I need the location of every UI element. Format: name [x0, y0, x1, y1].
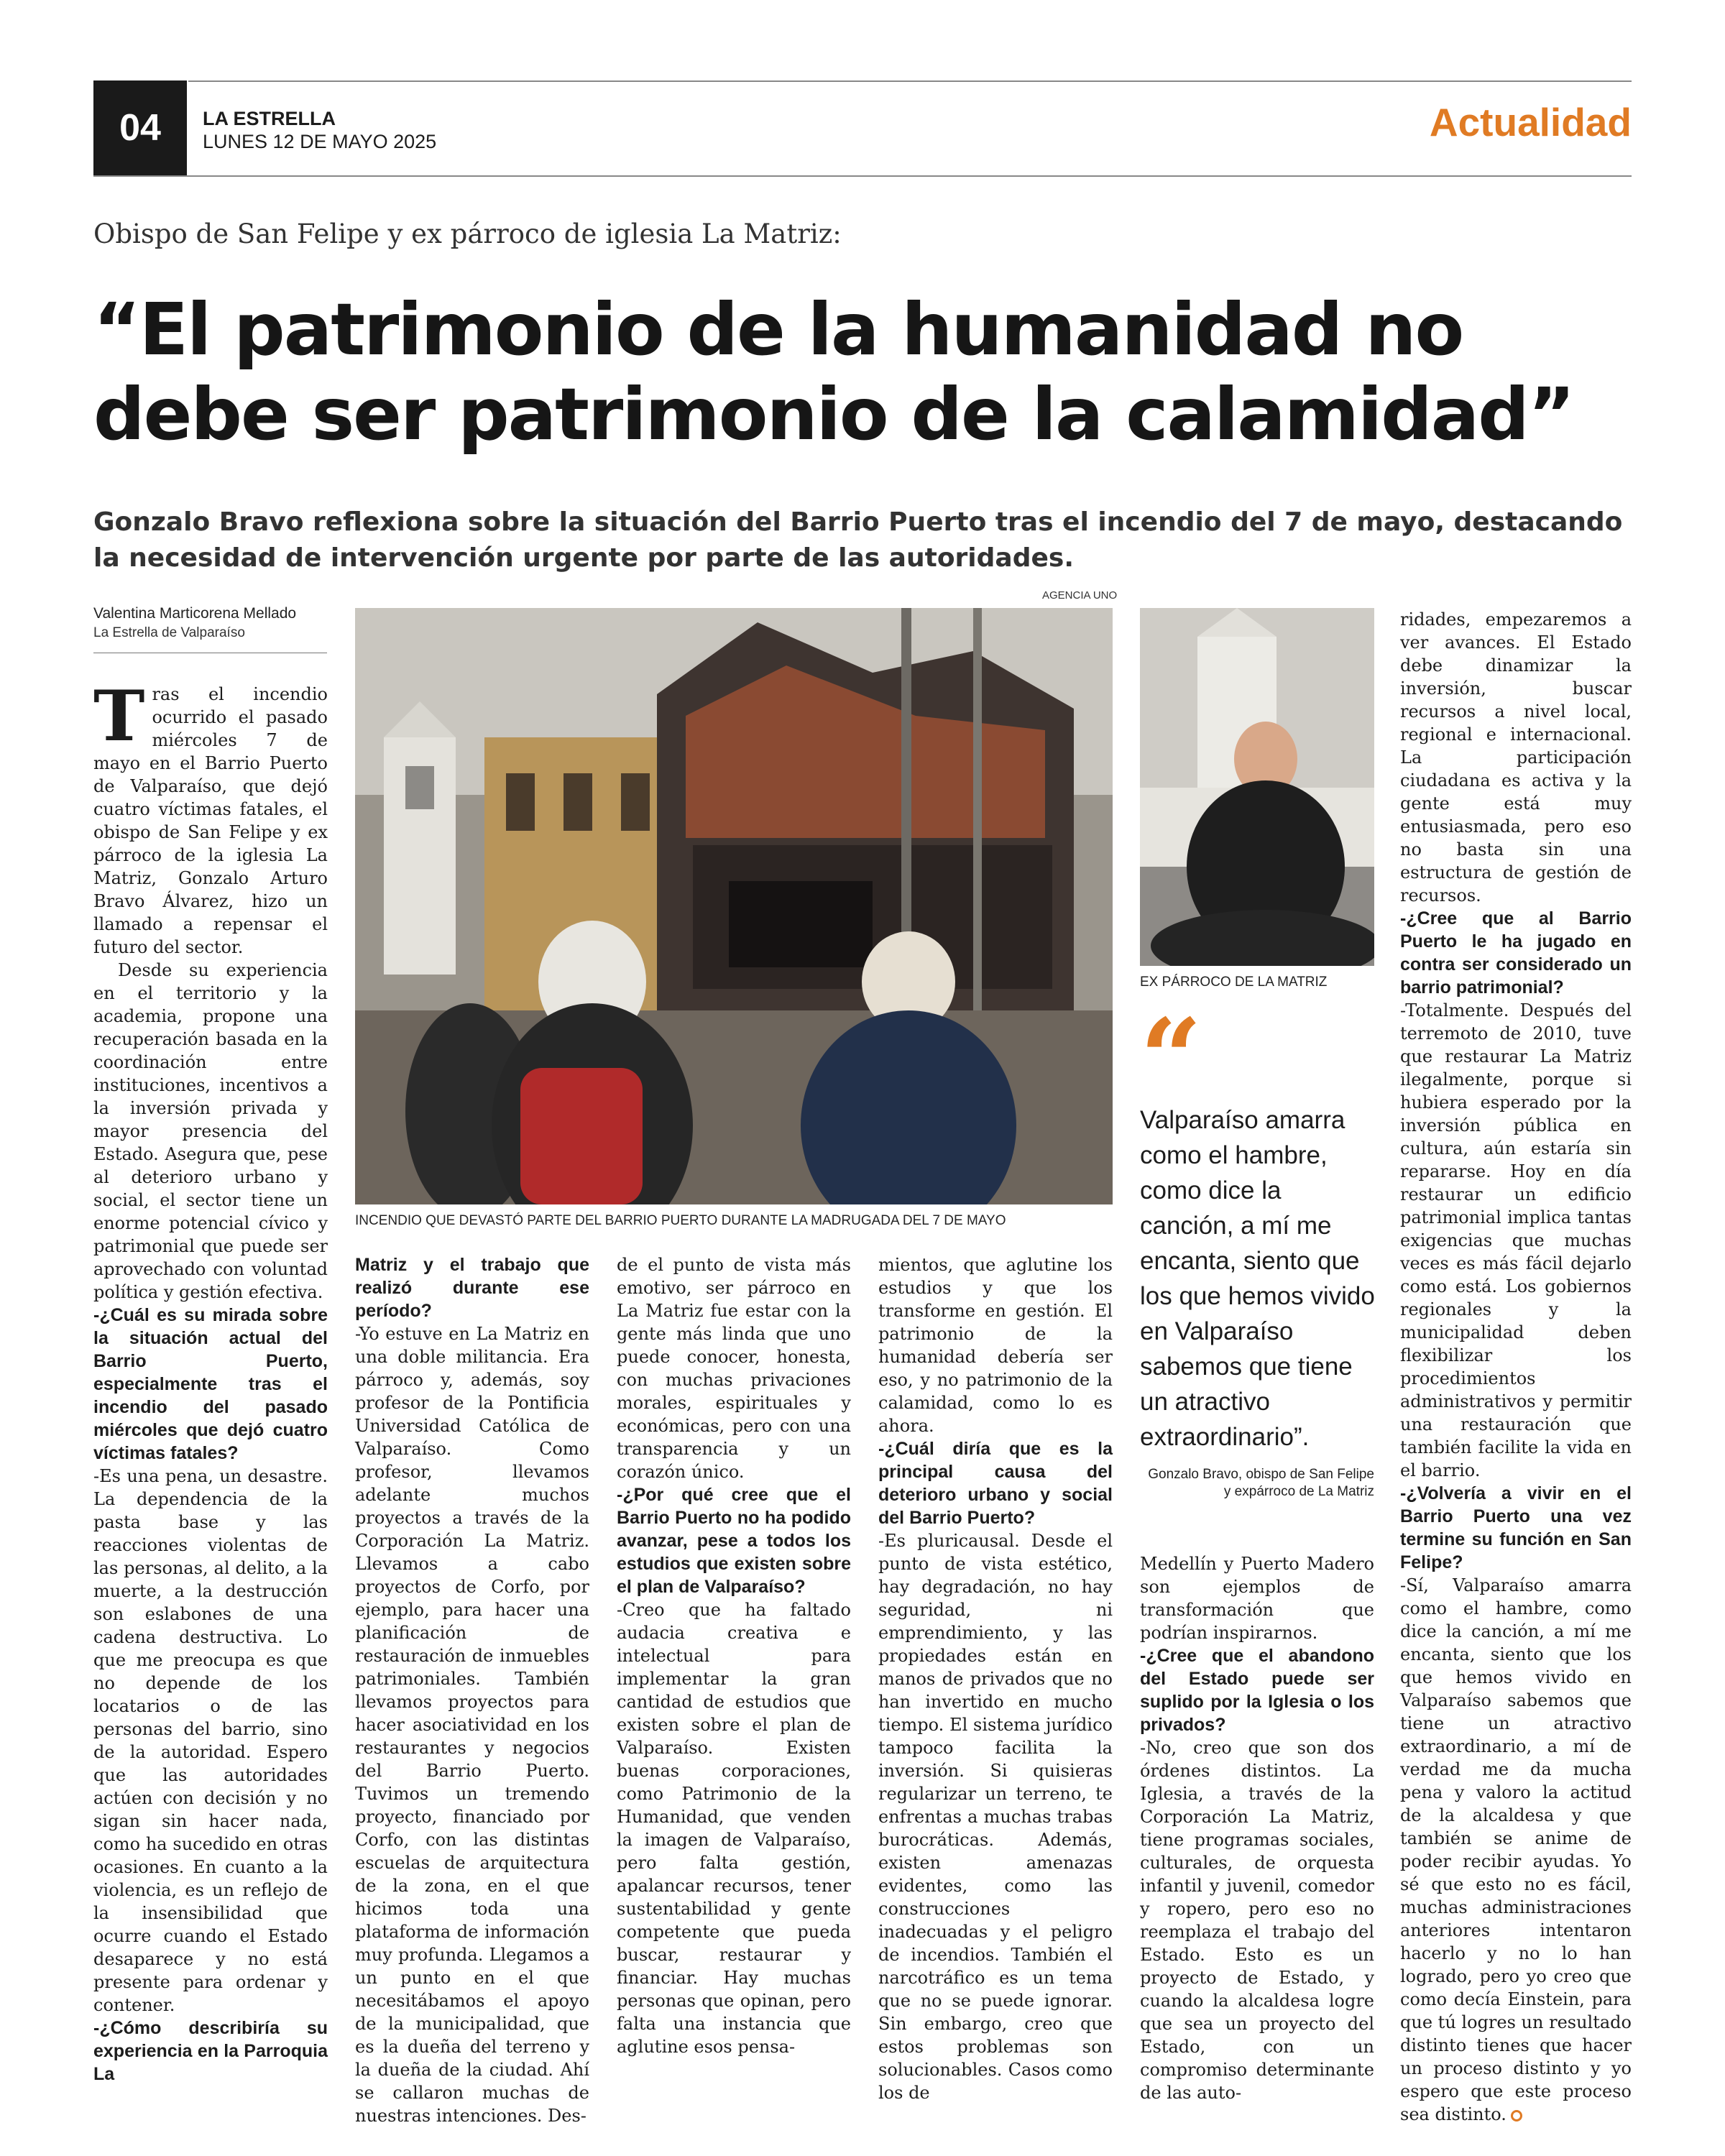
article-column-3 [617, 1253, 851, 2058]
answer-2-start: -Yo estuve en La Matriz en una doble militancia. Era párroco y, además, soy profesor de la Pontificia Universidad Católica de Valparaíso. Como profesor, llevamos adelante muchos proyectos a través de la Corporación La Matriz. Llevamos a cabo proyectos de Corfo, por ejemplo, para hacer una planificación de restauración de inmuebles patrimoniales. También llevamos proyectos para hacer asociatividad en los restaurantes y negocios del Barrio Puerto. Tuvimos un tremendo proyecto, financiado por Corfo, con las distintas escuelas de arquitectura de la zona, en el que hicimos toda una plataforma de información muy profunda. Llegamos a un punto en el que necesitábamos el apoyo de la municipalidad, que es la dueña del terreno y la dueña de la ciudad. Ahí se callaron muchas de nuestras intenciones. Des- [355, 1324, 589, 2126]
question-3: -¿Por qué cree que el Barrio Puerto no ha podido avanzar, pese a todos los estudios que existen sobre el plan de Valparaíso? [617, 1485, 851, 1597]
lead-paragraph: ras el incendio ocurrido el pasado miércoles 7 de mayo en el Barrio Puerto de Valparaíso, que dejó cuatro víctimas fatales, el obispo de San Felipe y ex párroco de la iglesia La Matriz, Gonzalo Arturo Bravo Álvarez, hizo un llamado a repensar el futuro del sector. [93, 684, 328, 957]
photo-credit: AGENCIA UNO [1042, 589, 1118, 602]
question-5: -¿Cree que el abandono del Estado puede ser suplido por la Iglesia o los privados? [1140, 1646, 1374, 1735]
pullquote-attribution: Gonzalo Bravo, obispo de San Felipe y expárroco de La Matriz [1148, 1467, 1374, 1499]
answer-7: -Sí, Valparaíso amarra como el hambre, como dice la canción, a mí me encanta, siento que los que hemos vivido en Valparaíso sabemos que tiene un atractivo extraordinario, a mí de verdad me da mucha pena y valoro la actitud de la alcaldesa y que también se anime de poder recibir ayudas. Yo sé que esto no es fácil, muchas administraciones anteriores intentaron hacerlo y no lo han logrado, pero yo creo que como decía Einstein, para que tú logres un resultado distinto tienes que hacer un proceso distinto y yo espero que este proceso sea distinto. [1400, 1575, 1632, 2124]
headline: “El patrimonio de la humanidad no debe ser patrimonio de la calamidad” [93, 287, 1574, 456]
subheadline: Gonzalo Bravo reflexiona sobre la situación del Barrio Puerto tras el incendio del 7 de mayo, destacando la necesidad de intervención urgente por parte de las autoridades. [93, 507, 1623, 573]
header-bottom-rule [93, 175, 1632, 177]
answer-4-end: Medellín y Puerto Madero son ejemplos de transformación que podrían inspirarnos. [1140, 1554, 1374, 1643]
side-photo-caption: EX PÁRROCO DE LA MATRIZ [1140, 975, 1328, 990]
answer-3-end: mientos, que aglutine los estudios y que los transforme en gestión. El patrimonio de la humanidad debería ser eso, y no patrimonio de la calamidad, como lo es ahora. [878, 1255, 1113, 1436]
quote-mark-icon: “ [1140, 995, 1202, 1122]
article-column-2 [355, 1253, 589, 2127]
drop-cap: T [93, 676, 145, 757]
answer-5-end: ridades, empezaremos a ver avances. El Estado debe dinamizar la inversión, buscar recursos a nivel local, regional e internacional. La participación ciudadana es activa y la gente está muy entusiasmada, pero eso no basta sin una estructura de gestión de recursos. [1400, 609, 1632, 906]
fire-damage-photo [355, 608, 1113, 1204]
question-2-start: -¿Cómo describiría su experiencia en la Parroquia La [93, 2018, 328, 2084]
question-2-end: Matriz y el trabajo que realizó durante ese período? [355, 1255, 589, 1321]
newspaper-name: LA ESTRELLA [203, 108, 336, 129]
article-column-1 [93, 676, 328, 2086]
article-column-6 [1400, 608, 1632, 2126]
article-column-5 [1140, 1552, 1374, 2104]
answer-4-start: -Es pluricausal. Desde el punto de vista estético, hay degradación, no hay seguridad, ni emprendimiento, y las propiedades están en manos de privados que no han invertido en mucho tiempo. El sistema jurídico tampoco facilita la inversión. Si quisieras regularizar un terreno, te enfrentas a muchas trabas burocráticas. Además, existen amenazas evidentes, como las construcciones inadecuadas y el peligro de incendios. También el narcotráfico es un tema que no se puede ignorar. Sin embargo, creo que estos problemas son solucionables. Casos como los de [878, 1531, 1113, 2103]
article-column-4 [878, 1253, 1113, 2104]
photo-caption: INCENDIO QUE DEVASTÓ PARTE DEL BARRIO PUERTO DURANTE LA MADRUGADA DEL 7 DE MAYO [355, 1213, 1006, 1228]
answer-2-end: de el punto de vista más emotivo, ser párroco en La Matriz fue estar con la gente más linda que uno puede conocer, honesta, con muchas privaciones morales, espirituales y económicas, pero con una transparencia y un corazón único. [617, 1255, 851, 1482]
question-4: -¿Cuál diría que es la principal causa del deterioro urbano y social del Barrio Puerto? [878, 1439, 1113, 1528]
pullquote-text: Valparaíso amarra como el hambre, como dice la canción, a mí me encanta, siento que los que hemos vivido en Valparaíso sabemos que tiene un atractivo extraordinario”. [1140, 1106, 1375, 1451]
header-top-rule [188, 80, 1632, 82]
question-6: -¿Cree que al Barrio Puerto le ha jugado en contra ser considerado un barrio patrimonial? [1400, 908, 1632, 998]
bishop-portrait-photo [1140, 608, 1374, 966]
byline-outlet: La Estrella de Valparaíso [93, 625, 245, 640]
kicker: Obispo de San Felipe y ex párroco de iglesia La Matriz: [93, 218, 842, 249]
question-7: -¿Volvería a vivir en el Barrio Puerto una vez termine su función en San Felipe? [1400, 1483, 1632, 1572]
answer-5-start: -No, creo que son dos órdenes distintos. La Iglesia, a través de la Corporación La Matriz, tiene programas sociales, culturales, de orquesta infantil y juvenil, comedor y ropero, pero eso no reemplaza el trabajo del Estado. Esto es un proyecto de Estado, y cuando la alcaldesa logre que sea un proyecto del Estado, con un compromiso determinante de las auto- [1140, 1738, 1374, 2103]
question-1: -¿Cuál es su mirada sobre la situación actual del Barrio Puerto, especialmente tras el incendio del pasado miércoles que dejó cuatro víctimas fatales? [93, 1305, 328, 1463]
answer-3-start: -Creo que ha faltado audacia creativa e intelectual para implementar la gran cantidad de estudios que existen sobre el plan de Valparaíso. Existen buenas corporaciones, como Patrimonio de la Humanidad, que venden la imagen de Valparaíso, pero falta gestión, apalancar recursos, tener sustentabilidad y gente competente que pueda buscar, restaurar y financiar. Hay muchas personas que opinan, pero falta una instancia que aglutine esos pensa- [617, 1600, 851, 2057]
page-number: 04 [93, 80, 187, 175]
end-of-article-icon [1511, 2110, 1522, 2122]
byline-author: Valentina Marticorena Mellado [93, 605, 297, 622]
answer-1: -Es una pena, un desastre. La dependencia de la pasta base y las reacciones violentas de las personas, al delito, a la muerte, a la destrucción son eslabones de una cadena destructiva. Lo que me preocupa es que no depende de los locatarios o de las personas del barrio, sino de la autoridad. Espero que las autoridades actúen con decisión y no sigan sin hacer nada, como ha sucedido en otras ocasiones. En cuanto a la violencia, es un reflejo de la insensibilidad que ocurre cuando el Estado desaparece y no está presente para ordenar y contener. [93, 1466, 328, 2015]
newspaper-date: LUNES 12 DE MAYO 2025 [203, 131, 437, 152]
bishop-portrait-illustration [1140, 608, 1374, 966]
paragraph-2: Desde su experiencia en el territorio y la academia, propone una recuperación basada en la coordinación entre instituciones, incentivos a la inversión privada y mayor presencia del Estado. Asegura que, pese al deterioro urbano y social, el sector tiene un enorme potencial cívico y patrimonial que puede ser aprovechado con voluntad política y gestión efectiva. [93, 960, 328, 1302]
section-label: Actualidad [1429, 100, 1632, 144]
fire-damage-illustration [355, 608, 1113, 1204]
answer-6: -Totalmente. Después del terremoto de 2010, tuve que restaurar La Matriz ilegalmente, porque si hubiera esperado por la inversión pública en cultura, aún estaría sin repararse. Hoy en día restaurar un edificio patrimonial implica tantas exigencias que muchas veces es más fácil dejarlo como está. Los gobiernos regionales y la municipalidad deben flexibilizar los procedimientos administrativos y permitir una restauración que también facilite la vida en el barrio. [1400, 1000, 1632, 1480]
